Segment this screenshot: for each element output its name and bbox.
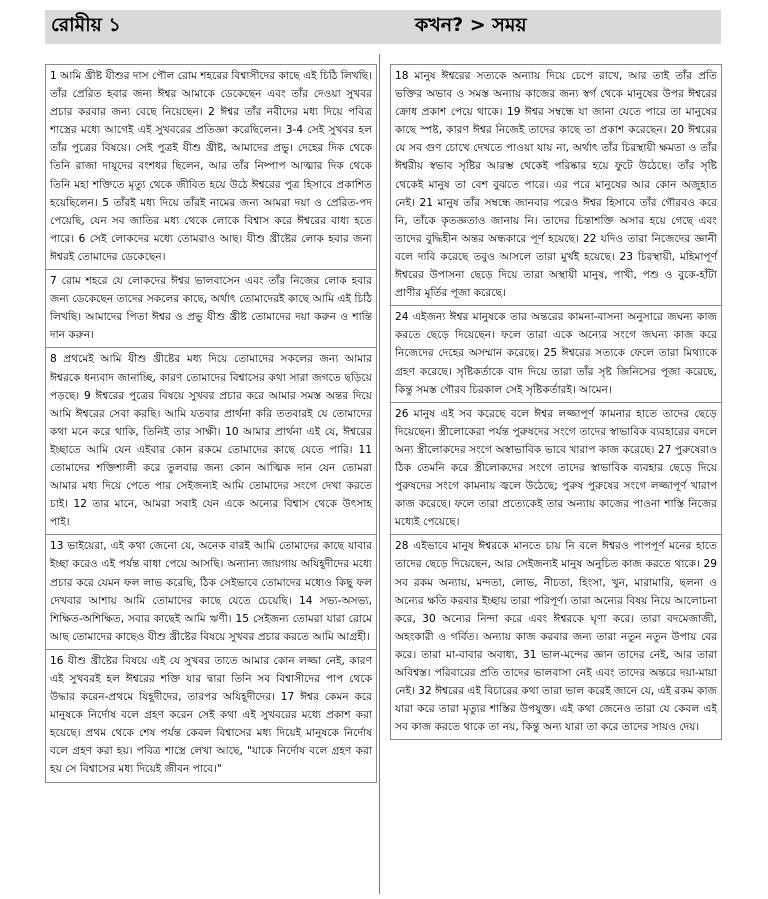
verse-text: 7 রোম শহরে যে লোকদের ঈশ্বর ভালবাসেন এবং তাঁর নিজের লোক হবার জন্য ডেকেছেন তাদের সকলের কাছে, অর্থাৎ তোমাদেরই কাছে আমি এই চিঠি লিখছি। আমাদের পিতা ঈশ্বর ও প্রভু যীশু খ্রীষ্ট তোমাদের দয়া করুন ও শান্তি দান করুন। bbox=[50, 275, 372, 342]
page-header bbox=[45, 10, 721, 44]
verse-section bbox=[390, 306, 722, 402]
verse-section bbox=[45, 650, 377, 783]
verse-section bbox=[390, 64, 722, 306]
verse-text: 13 ভাইয়েরা, এই কথা জেনো যে, অনেক বারই আমি তোমাদের কাছে যাবার ইচ্ছা করেও এই পর্যন্ত বাধা পেয়ে আসছি। অন্যান্য জায়গায় অযিহূদীদের মধ্যে প্রচার করে যেমন ফল লাভ করেছি, ঠিক সেইভাবে তোমাদের মধ্যেও কিছু ফল দেখবার আশায় আমি তোমাদের কাছে যেতে চেয়েছি। 14 সভ্য-অসভ্য, শিক্ষিত-অশিক্ষিত, সবার কাছেই আমি ঋণী। 15 সেইজন্য তোমরা যারা রোমে আছ তোমাদের কাছেও যীশু খ্রীষ্টের বিষয়ে সুখবর প্রচার করতে আমি আগ্রহী। bbox=[50, 540, 372, 643]
book-chapter-title: রোমীয় ১ bbox=[51, 14, 121, 36]
verse-section bbox=[45, 270, 377, 348]
verse-section bbox=[45, 348, 377, 535]
verse-text: 16 যীশু খ্রীষ্টের বিষয়ে এই যে সুখবর তাতে আমার কোন লজ্জা নেই, কারণ এই সুখবরই হল ঈশ্বরের শক্তি যার দ্বারা তিনি সব বিশ্বাসীদের পাপ থেকে উদ্ধার করেন-প্রথমে যিহূদীদের, তারপর অযিহূদীদের। 17 ঈশ্বর কেমন করে মানুষকে নির্দোষ বলে গ্রহণ করেন সেই কথা এই সুখবরের মধ্যে প্রকাশ করা হয়েছে। প্রথম থেকে শেষ পর্যন্ত কেবল বিশ্বাসের মধ্য দিয়েই মানুষকে নির্দোষ বলে গ্রহণ করা হয়। পবিত্র শাস্ত্রে লেখা আছে, "যাকে নির্দোষ বলে গ্রহণ করা হয় সে বিশ্বাসের মধ্য দিয়েই জীবন পাবে।" bbox=[50, 654, 372, 776]
verse-text: 1 আমি খ্রীষ্ট যীশুর দাস পৌল রোম শহরের বিশ্বাসীদের কাছে এই চিঠি লিখছি। তাঁর প্রেরিত হবার জন্য ঈশ্বর আমাকে ডেকেছেন এবং তাঁর দেওয়া সুখবর প্রচার করবার জন্য বেছে নিয়েছেন। 2 ঈশ্বর তাঁর নবীদের মধ্য দিয়ে পবিত্র শাস্ত্রের মধ্যে আগেই এই সুখবরের প্রতিজ্ঞা করেছিলেন। 3-4 সেই সুখবর হল তাঁর পুত্রের বিষয়ে। সেই পুত্রই যীশু খ্রীষ্ট, আমাদের প্রভু। দেহের দিক থেকে তিনি রাজা দায়ূদের বংশধর ছিলেন, আর তাঁর নিষ্পাপ আত্মার দিক থেকে তিনি মহা শক্তিতে মৃত্যু থেকে জীবিত হয়ে উঠে ঈশ্বরের পুত্র হিসাবে প্রকাশিত হয়েছিলেন। 5 তাঁরই মধ্য দিয়ে তাঁরই নামের জন্য আমরা দয়া ও প্রেরিত-পদ পেয়েছি, যেন সব জাতির মধ্য থেকে লোকে বিশ্বাস করে ঈশ্বরের বাধ্য হতে পারে। 6 সেই লোকদের মধ্যে তোমরাও আছ। যীশু খ্রীষ্টের লোক হবার জন্য ঈশ্বরই তোমাদের ডেকেছেন। bbox=[50, 70, 372, 263]
verse-section bbox=[390, 403, 722, 536]
verse-text: 26 মানুষ এই সব করেছে বলে ঈশ্বর লজ্জাপূর্ণ কামনার হাতে তাদের ছেড়ে দিয়েছেন। স্ত্রীলোকেরা পর্যন্ত পুরুষদের সংগে তাদের স্বাভাবিক ব্যবহারের বদলে অন্য স্ত্রীলোকদের সংগে অস্বাভাবিক ভাবে খারাপ কাজ করেছে। 27 পুরুষেরাও ঠিক তেমনি করে স্ত্রীলোকদের সংগে তাদের স্বাভাবিক ব্যবহার ছেড়ে দিয়ে পুরুষদের সংগে কামনায় জ্বলে উঠেছে; পুরুষ পুরুষের সংগে লজ্জাপূর্ণ খারাপ কাজ করেছে। ফলে তারা প্রত্যেকেই তার অন্যায় কাজের পাওনা শাস্তি নিজের মধ্যেই পেয়েছে। bbox=[395, 407, 717, 529]
topic-title: কখন? > সময় bbox=[415, 14, 527, 36]
verse-text: 8 প্রথমেই আমি যীশু খ্রীষ্টের মধ্য দিয়ে তোমাদের সকলের জন্য আমার ঈশ্বরকে ধন্যবাদ জানাচ্ছি, কারণ তোমাদের বিশ্বাসের কথা সারা জগতে ছড়িয়ে পড়ছে। 9 ঈশ্বরের পুত্রের বিষয়ে সুখবর প্রচার করে আমার সমস্ত অন্তর দিয়ে আমি ঈশ্বরের সেবা করছি। আমি যতবার প্রার্থনা করি ততবারই যে তোমাদের কথা মনে করে থাকি, তিনিই তার সাক্ষী। 10 আমার প্রার্থনা এই যে, ঈশ্বরের ইচ্ছাতে আমি যেন এইবার কোন রকমে তোমাদের কাছে যেতে পারি। 11 তোমাদের শক্তিশালী করে তুলবার জন্য কোন আত্মিক দান যেন তোমরা আমার মধ্য দিয়ে পেতে পার সেইজন্যই আমি তোমাদের সংগে দেখা করতে চাই। 12 তার মানে, আমরা সবাই যেন একে অন্যের বিশ্বাস থেকে উৎসাহ পাই। bbox=[50, 353, 372, 529]
verse-text: 24 এইজন্য ঈশ্বর মানুষকে তার অন্তরের কামনা-বাসনা অনুসারে জঘন্য কাজ করতে ছেড়ে দিয়েছেন। ফলে তারা একে অন্যের সংগে জঘন্য কাজ করে নিজেদের দেহের অসম্মান করেছে। 25 ঈশ্বরের সত্যকে ফেলে তারা মিথ্যাকে গ্রহণ করেছে। সৃষ্টিকর্তাকে বাদ দিয়ে তারা তাঁর সৃষ্ট জিনিসের পূজা করেছে, কিন্তু সমস্ত গৌরব চিরকাল সেই সৃষ্টিকর্তারই। আমেন। bbox=[395, 311, 717, 396]
verse-section bbox=[45, 64, 377, 270]
verse-text: 18 মানুষ ঈশ্বরের সত্যকে অন্যায় দিয়ে চেপে রাখে, আর তাই তাঁর প্রতি ভক্তির অভাব ও সমস্ত অন্যায় কাজের জন্য স্বর্গ থেকে মানুষের উপর ঈশ্বরের ক্রোধ প্রকাশ পেয়ে থাকে। 19 ঈশ্বর সম্বন্ধে যা জানা যেতে পারে তা মানুষের কাছে স্পষ্ট, কারণ ঈশ্বর নিজেই তাদের কাছে তা প্রকাশ করেছেন। 20 ঈশ্বরের যে সব গুণ চোখে দেখতে পাওয়া যায় না, অর্থাৎ তাঁর চিরস্থায়ী ক্ষমতা ও তাঁর ঈশ্বরীয় স্বভাব সৃষ্টির আরম্ভ থেকেই পরিষ্কার হয়ে ফুটে উঠেছে। তাঁর সৃষ্টি থেকেই মানুষ তা বেশ বুঝতে পারে। এর পরে মানুষের আর কোন অজুহাত নেই। 21 মানুষ তাঁর সম্বন্ধে জানবার পরেও ঈশ্বর হিসাবে তাঁর গৌরবও করে নি, তাঁকে কৃতজ্ঞতাও জানায় নি। তাদের চিন্তাশক্তি অসার হয়ে গেছে এবং তাদের বুদ্ধিহীন অন্তর অন্ধকারে পূর্ণ হয়েছে। 22 যদিও তারা নিজেদের জ্ঞানী বলে দাবি করেছে তবুও আসলে তারা মুর্খই হয়েছে। 23 চিরস্থায়ী, মহিমাপূর্ণ ঈশ্বরের উপাসনা ছেড়ে দিয়ে তারা অস্থায়ী মানুষ, পাখী, পশু ও বুকে-হাঁটা প্রাণীর মূর্তির পূজা করেছে। bbox=[395, 70, 717, 300]
verse-section bbox=[45, 535, 377, 650]
verse-text: 28 এইভাবে মানুষ ঈশ্বরকে মানতে চায় নি বলে ঈশ্বরও পাপপূর্ণ মনের হাতে তাদের ছেড়ে দিয়েছেন, আর সেইজন্যই মানুষ অনুচিত কাজ করতে থাকে। 29 সব রকম অন্যায়, মন্দতা, লোভ, নীচতা, হিংসা, খুন, মারামারি, ছলনা ও অন্যের ক্ষতি করবার ইচ্ছায় তারা পরিপূর্ণ। তারা অন্যের বিষয় নিয়ে আলোচনা করে, 30 অন্যের নিন্দা করে এবং ঈশ্বরকে ঘৃণা করে। তারা বদমেজাজী, অহংকারী ও গর্বিত। অন্যায় কাজ করবার জন্য তারা নতুন নতুন উপায় বের করে। তারা মা-বাবার অবাধ্য, 31 ভাল-মন্দের জ্ঞান তাদের নেই, আর তারা অবিশ্বস্ত। পরিবারের প্রতি তাদের ভালবাসা নেই এবং তাদের অন্তরে দয়া-মায়া নেই। 32 ঈশ্বরের এই বিচারের কথা তারা ভাল করেই জানে যে, এই রকম কাজ যারা করে তারা মৃত্যুর শাস্তির উপযুক্ত। এই কথা জেনেও তারা যে কেবল এই সব কাজ করতে থাকে তা নয়, কিন্তু অন্য যারা তা করে তাদের সায়ও দেয়। bbox=[395, 540, 717, 734]
left-column bbox=[45, 64, 377, 783]
column-divider bbox=[379, 54, 380, 894]
verse-section bbox=[390, 535, 722, 740]
right-column bbox=[390, 64, 722, 740]
